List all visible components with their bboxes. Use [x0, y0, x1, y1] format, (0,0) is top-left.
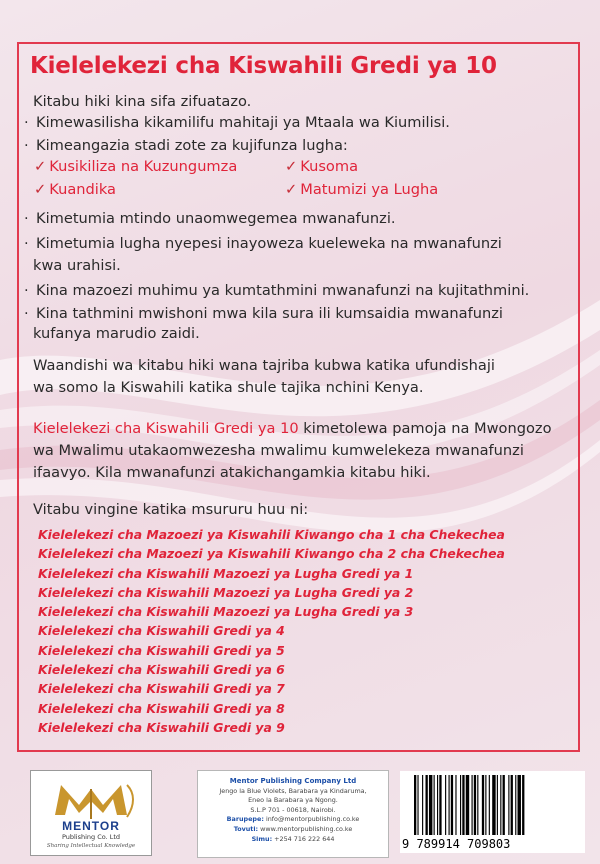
barcode-bar	[449, 775, 450, 835]
barcode-bar	[485, 775, 486, 835]
barcode-bar	[460, 775, 461, 835]
barcode-bar	[511, 775, 513, 835]
list-item: Kielelekezi cha Kiswahili Mazoezi ya Lugha Gredi ya 1	[38, 565, 414, 581]
check-icon: ✓	[34, 158, 47, 175]
bullet-learner-centred: · Kimetumia mtindo unaomwegemea mwanafunzi.	[24, 210, 396, 227]
list-item: Kielelekezi cha Kiswahili Gredi ya 8	[38, 700, 285, 716]
barcode-bar	[434, 775, 435, 835]
list-item: Kielelekezi cha Kiswahili Gredi ya 9	[38, 719, 285, 735]
publisher-email: Barupepe: info@mentorpublishing.co.ke	[226, 815, 360, 824]
barcode-bar	[472, 775, 473, 835]
list-item: Kielelekezi cha Kiswahili Mazoezi ya Lugha Gredi ya 2	[38, 584, 414, 600]
skill-listening-speaking: ✓ Kusikiliza na Kuzungumza	[34, 158, 238, 175]
list-item: Kielelekezi cha Kiswahili Gredi ya 7	[38, 681, 285, 697]
bullet-text: Kimewasilisha kikamilifu mahitaji ya Mtaala wa Kiumilisi.	[36, 114, 450, 131]
barcode-bar	[426, 775, 428, 835]
barcode-bar	[462, 775, 464, 835]
series-book-list	[38, 525, 505, 737]
mentor-m-icon	[31, 775, 151, 825]
intro-text: Kitabu hiki kina sifa zifuatazo.	[33, 93, 252, 110]
barcode-bar	[439, 775, 441, 835]
barcode-bar	[503, 775, 505, 835]
barcode-bar	[437, 775, 438, 835]
barcode-bar	[515, 775, 516, 835]
barcode-bar	[482, 775, 484, 835]
check-icon: ✓	[34, 181, 47, 198]
list-item: Kielelekezi cha Kiswahili Gredi ya 4	[38, 623, 285, 639]
barcode-bar	[455, 775, 456, 835]
authors-line-2: wa somo la Kiswahili katika shule tajika nchini Kenya.	[33, 379, 424, 396]
skill-reading: ✓ Kusoma	[285, 158, 359, 175]
isbn-barcode	[400, 771, 585, 853]
publisher-phone: Simu: +254 716 222 644	[251, 834, 335, 843]
bullet-simple-language: · Kimetumia lugha nyepesi inayoweza kueleweka na mwanafunzi	[24, 235, 502, 252]
barcode-bar	[414, 775, 416, 835]
authors-line-1: Waandishi wa kitabu hiki wana tajriba kubwa katika ufundishaji	[33, 357, 495, 374]
logo-tagline: Sharing Intellectual Knowledge	[46, 843, 136, 849]
barcode-bar	[474, 775, 476, 835]
publisher-name: Mentor Publishing Company Ltd	[229, 777, 357, 785]
bullet-assessment-cont: kufanya marudio zaidi.	[33, 325, 200, 342]
barcode-bar	[466, 775, 469, 835]
publisher-address-1: Jengo la Blue Violets, Barabara ya Kindaruma,	[219, 786, 367, 795]
barcode-bar	[429, 775, 432, 835]
bullet-exercises: · Kina mazoezi muhimu ya kumtathmini mwanafunzi na kujitathmini.	[24, 282, 530, 299]
list-item: Kielelekezi cha Mazoezi ya Kiswahili Kiwango cha 2 cha Chekechea	[38, 546, 505, 562]
list-item: Kielelekezi cha Kiswahili Mazoezi ya Lugha Gredi ya 3	[38, 604, 414, 620]
publisher-website: Tovuti: www.mentorpublishing.co.ke	[233, 824, 353, 833]
publisher-address-2: Eneo la Barabara ya Ngong.	[248, 796, 338, 805]
bullet-simple-language-cont: kwa urahisi.	[33, 257, 121, 274]
barcode-bar	[497, 775, 498, 835]
barcode-bar	[445, 775, 446, 835]
barcode-bar	[477, 775, 478, 835]
series-intro: Vitabu vingine katika msururu huu ni:	[33, 501, 309, 518]
guide-title-highlight: Kielelekezi cha Kiswahili Gredi ya 10	[33, 420, 299, 437]
publisher-address-3: S.L.P 701 - 00618, Nairobi.	[250, 805, 336, 814]
barcode-bar	[451, 775, 453, 835]
barcode-bar	[417, 775, 418, 835]
guide-line-3: ifaavyo. Kila mwanafunzi atakichangamkia kitabu hiki.	[33, 464, 431, 481]
barcode-bar	[508, 775, 509, 835]
barcode-bar	[489, 775, 490, 835]
logo-name: MENTOR	[62, 819, 120, 833]
bullet-text: Kimeangazia stadi zote za kujifunza lugha:	[36, 137, 348, 154]
book-title: Kielelekezi cha Kiswahili Gredi ya 10	[30, 53, 497, 79]
publisher-info	[197, 770, 389, 858]
guide-line-2: wa Mwalimu utakaomwezesha mwalimu kumwelekeza mwanafunzi	[33, 442, 524, 459]
bullet-assessment: · Kina tathmini mwishoni mwa kila sura ili kumsaidia mwanafunzi	[24, 305, 503, 322]
check-icon: ✓	[285, 158, 298, 175]
barcode-bars	[400, 773, 585, 837]
skill-language-use: ✓ Matumizi ya Lugha	[285, 181, 439, 198]
list-item: Kielelekezi cha Mazoezi ya Kiswahili Kiwango cha 1 cha Chekechea	[38, 527, 505, 542]
bullet-skills: · Kimeangazia stadi zote za kujifunza lugha:	[24, 137, 348, 154]
barcode-bar	[492, 775, 495, 835]
barcode-bar	[422, 775, 423, 835]
list-item: Kielelekezi cha Kiswahili Gredi ya 6	[38, 662, 285, 678]
isbn-number: 9 789914 709803	[402, 837, 511, 851]
list-item: Kielelekezi cha Kiswahili Gredi ya 5	[38, 642, 285, 658]
skill-writing: ✓ Kuandika	[34, 181, 116, 198]
barcode-bar	[518, 775, 521, 835]
bullet-curriculum: · Kimewasilisha kikamilifu mahitaji ya Mtaala wa Kiumilisi.	[24, 114, 450, 131]
check-icon: ✓	[285, 181, 298, 198]
barcode-bar	[500, 775, 501, 835]
guide-line-1: Kielelekezi cha Kiswahili Gredi ya 10 kimetolewa pamoja na Mwongozo	[33, 420, 552, 437]
mentor-logo	[30, 770, 152, 856]
barcode-bar	[522, 775, 524, 835]
logo-subtitle: Publishing Co. Ltd	[61, 833, 121, 841]
